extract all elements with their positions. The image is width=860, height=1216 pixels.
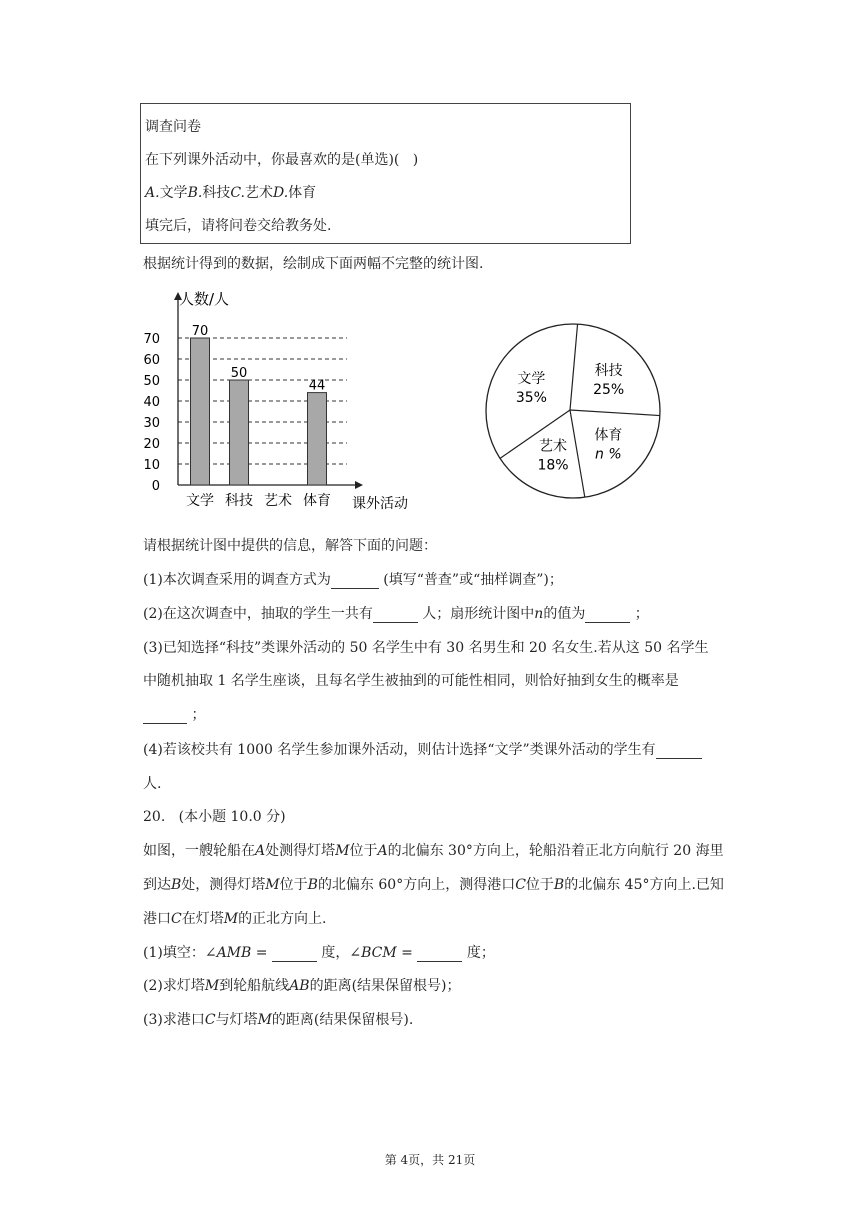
problem-20-subquestion-3-math-3: M [257,1012,272,1028]
problem-20-line-1-text-4: 位于 [349,843,378,859]
problem-20-line-1-text-6: 的北偏东 30°方向上，轮船沿着正北方向航行 20 海里 [387,843,724,859]
problem-20-line-3-math-3: M [223,911,239,927]
q4-blank [656,742,702,759]
question-3-line-1: (3)已知选择“科技”类课外活动的 50 名学生中有 30 名男生和 20 名女生.若从这 50 名学生 [143,640,709,656]
problem-20-subquestion-3-math-1: C [204,1012,216,1028]
prompt-text: 请根据统计图中提供的信息，解答下面的问题： [143,538,437,554]
bar-chart-xlabel: 课外活动 [352,496,408,512]
problem-20-subquestion-2-text-0: (2)求灯塔 [143,978,205,994]
x-axis-arrow [355,481,363,489]
bar-chart [130,280,430,520]
problem-20-header: 20. (本小题 10.0 分) [143,809,286,825]
problem-20-line-2-math-5: B [307,877,318,893]
problem-20-line-2-math-1: B [171,877,182,893]
problem-20-line-2-math-9: B [553,877,565,893]
survey-question: 在下列课外活动中，你最喜欢的是(单选)( ) [145,152,419,168]
problem-20-subquestion-1-text-8: 度； [462,945,495,961]
q2-var: n [534,606,544,622]
problem-20-subquestion-1-text-6: = [396,945,418,961]
problem-20-subquestion-1-blank-3 [272,945,317,962]
question-4-line-1 [143,739,702,759]
problem-20-line-1-text-0: 如图，一艘轮船在 [143,843,255,859]
problem-20-line-3-text-2: 在灯塔 [181,911,224,927]
survey-box [140,103,631,244]
pie-slice-label: n % [595,446,622,463]
problem-20-subquestion-2-text-4: 的距离(结果保留根号)； [309,978,461,994]
problem-20-line-3 [143,908,327,928]
problem-20-line-2 [143,874,724,894]
y-tick-label: 60 [143,353,160,368]
problem-20-subquestion-2-math-1: M [204,978,220,994]
q3-post: ； [187,707,206,723]
problem-20-line-2-text-8: 位于 [525,877,554,893]
q1-post: (填写“普查”或“抽样调查”)； [378,572,563,588]
survey-options [145,182,316,202]
survey-title: 调查问卷 [145,119,201,135]
pie-chart [480,318,670,508]
pie-slice-name: 体育 [594,427,623,444]
x-category-label: 文学 [186,493,214,509]
y-tick-label: 30 [143,416,160,431]
problem-20-subquestion-1-text-4: 度，∠ [316,945,362,961]
problem-20-subquestion-1-math-1: AMB [216,945,252,961]
x-category-label: 艺术 [264,493,292,509]
bar-chart-ylabel: 人数/人 [179,290,230,308]
q1-pre: (1)本次调查采用的调查方式为 [143,572,331,588]
option-d-text: 体育 [288,185,317,201]
bar-data-label: 70 [191,324,209,339]
y-tick-label: 50 [143,374,160,389]
problem-20-subquestion-1-text-2: = [251,945,272,961]
question-3-line-3 [143,704,205,724]
question-4-line-2: 人. [143,776,162,792]
problem-20-line-1 [143,840,724,860]
problem-20-line-2-text-10: 的北偏东 45°方向上.已知 [564,877,724,893]
option-c-letter: C. [230,185,245,201]
q4-text: (4)若该校共有 1000 名学生参加课外活动，则估计选择“文学”类课外活动的学生有 [143,742,656,758]
problem-20-line-2-text-2: 处，测得灯塔 [181,877,266,893]
problem-20-line-2-text-0: 到达 [143,877,171,893]
q2-blank-2 [585,606,630,623]
option-c-text: 艺术 [244,185,273,201]
problem-20-line-2-math-7: C [515,877,526,893]
q2-mid2: 的值为 [543,606,586,622]
pie-slice-label: 25% [593,381,625,398]
problem-20-subquestion-3 [143,1009,413,1029]
y-tick-label: 10 [143,458,160,473]
pie-slice-label: 35% [515,390,547,406]
problem-20-line-1-math-5: A [377,843,388,859]
problem-20-subquestion-2 [143,975,461,995]
problem-20-line-3-math-1: C [171,911,182,927]
problem-20-line-1-text-2: 处测得灯塔 [265,843,336,859]
bar [308,393,327,485]
pie-outline [486,324,660,498]
pie-slice-label: 18% [537,457,569,474]
pie-slice-name: 艺术 [539,438,568,455]
question-1 [143,569,563,589]
pie-slice-name: 科技 [594,362,623,379]
x-category-label: 体育 [303,493,331,509]
question-2 [143,603,649,623]
pie-slice-name: 文学 [517,371,546,387]
problem-20-subquestion-1-blank-7 [417,945,462,962]
option-d-letter: D. [272,185,289,201]
problem-20-subquestion-2-math-3: AB [289,978,310,994]
y-tick-label: 0 [151,479,160,494]
problem-20-subquestion-1-math-5: BCM [361,945,397,961]
problem-20-subquestion-2-text-2: 到轮船航线 [219,978,290,994]
problem-20-line-1-math-3: M [335,843,350,859]
option-b-letter: B. [187,185,203,201]
q3-blank [143,707,187,724]
option-a-letter: A. [145,185,160,201]
option-b-text: 科技 [202,185,231,201]
problem-20-line-2-text-6: 的北偏东 60°方向上，测得港口 [317,877,516,893]
bar-data-label: 44 [308,378,326,394]
problem-20-line-3-text-4: 的正北方向上. [238,911,327,927]
y-tick-label: 40 [143,395,160,410]
q2-pre: (2)在这次调查中，抽取的学生一共有 [143,606,373,622]
problem-20-line-3-text-0: 港口 [143,911,171,927]
survey-note: 填完后，请将问卷交给教务处. [145,218,332,234]
problem-20-subquestion-1 [143,942,495,962]
bar-chart-layer [143,292,363,509]
q1-blank [331,572,379,589]
page-footer: 第 4页，共 21页 [384,1153,476,1167]
bar-data-label: 50 [230,366,248,381]
question-3-line-2: 中随机抽取 1 名学生座谈，且每名学生被抽到的可能性相同，则恰好抽到女生的概率是 [143,673,679,689]
option-a-text: 文学 [159,185,188,201]
problem-20-subquestion-1-text-0: (1)填空：∠ [143,945,217,961]
problem-20-subquestion-3-text-2: 与灯塔 [215,1012,258,1028]
x-category-label: 科技 [225,493,253,509]
intro-text: 根据统计得到的数据，绘制成下面两幅不完整的统计图. [143,256,484,272]
problem-20-line-2-math-3: M [265,877,280,893]
q2-post: ； [630,606,649,622]
bar [191,338,210,485]
y-tick-label: 70 [143,332,160,347]
pie-chart-layer [486,324,660,498]
q2-blank-1 [373,606,418,623]
q2-mid1: 人；扇形统计图中 [417,606,535,622]
problem-20-subquestion-3-text-4: 的距离(结果保留根号). [271,1012,414,1028]
problem-20-line-1-math-1: A [255,843,266,859]
y-tick-label: 20 [143,437,160,452]
problem-20-line-2-text-4: 位于 [279,877,308,893]
problem-20-subquestion-3-text-0: (3)求港口 [143,1012,205,1028]
bar [230,380,249,485]
